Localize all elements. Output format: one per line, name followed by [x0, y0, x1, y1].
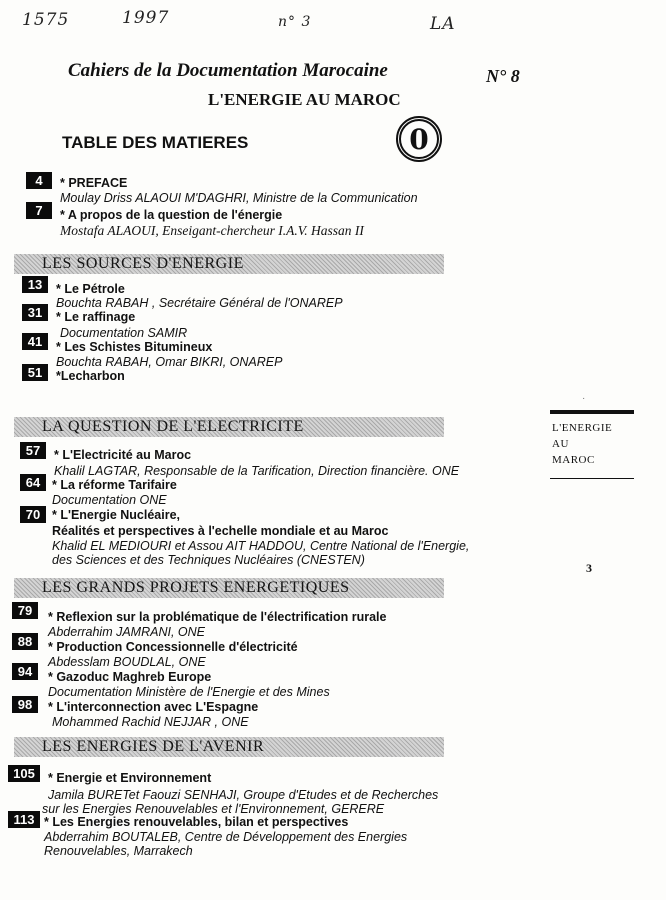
entry-author: Jamila BURETet Faouzi SENHAJI, Groupe d'Etudes et de Recherches	[48, 788, 439, 802]
entry-title: * Le raffinage	[56, 310, 136, 324]
entry-author: Renouvelables, Marrakech	[44, 844, 193, 858]
page-title: L'ENERGIE AU MAROC	[208, 90, 401, 109]
entry-author: Abdesslam BOUDLAL, ONE	[48, 655, 206, 669]
entry-author: Khalid EL MEDIOURI et Assou AIT HADDOU, Centre National de l'Energie,	[52, 539, 470, 553]
entry-title: * L'interconnection avec L'Espagne	[48, 700, 259, 714]
entry-author: Mohammed Rachid NEJJAR , ONE	[52, 715, 249, 729]
handwritten-issue: n° 3	[278, 14, 312, 30]
section-title: LES ENERGIES DE L'AVENIR	[42, 738, 265, 755]
sidebar-line: L'ENERGIE	[552, 422, 613, 434]
page-number-badge: 31	[22, 304, 48, 321]
entry-title: * Le Pétrole	[56, 282, 125, 296]
section-band	[14, 254, 444, 274]
section-band	[14, 417, 444, 437]
entry-title: * L'Electricité au Maroc	[54, 448, 192, 462]
entry-author: Abderrahim BOUTALEB, Centre de Développement des Energies	[44, 830, 408, 844]
stamp-mark: 0	[399, 119, 439, 159]
toc-heading: TABLE DES MATIERES	[62, 133, 249, 152]
section-title: LES SOURCES D'ENERGIE	[42, 255, 244, 272]
entry-title: * Gazoduc Maghreb Europe	[48, 670, 212, 684]
handwritten-code: 1575	[22, 10, 70, 30]
issue-number: N° 8	[486, 66, 520, 86]
entry-title: * L'Energie Nucléaire,	[52, 508, 181, 522]
page-number-badge: 51	[22, 364, 48, 381]
entry-subtitle: Réalités et perspectives à l'echelle mondiale et au Maroc	[52, 524, 389, 538]
entry-title: * Production Concessionnelle d'électricité	[48, 640, 298, 654]
entry-author: Moulay Driss ALAOUI M'DAGHRI, Ministre de la Communication	[60, 191, 418, 205]
scan-speck: ·	[582, 393, 586, 404]
entry-author: des Sciences et des Techniques Nucléaires (CNESTEN)	[52, 553, 365, 567]
entry-author: Documentation Ministère de l'Energie et des Mines	[48, 685, 330, 699]
entry-title: * Reflexion sur la problématique de l'électrification rurale	[48, 610, 387, 624]
page-number-badge: 7	[26, 202, 52, 219]
section-title: LES GRANDS PROJETS ENERGETIQUES	[42, 579, 350, 596]
entry-author: Documentation SAMIR	[60, 326, 188, 340]
page-number-badge: 88	[12, 633, 38, 650]
page-number-badge: 98	[12, 696, 38, 713]
page-number-badge: 13	[22, 276, 48, 293]
entry-author: sur les Energies Renouvelables et l'Environnement, GERERE	[42, 802, 385, 816]
page-number-badge: 4	[26, 172, 52, 189]
entry-title: * La réforme Tarifaire	[52, 478, 177, 492]
entry-author: Abderrahim JAMRANI, ONE	[48, 625, 205, 639]
handwritten-initials: LA	[430, 14, 456, 34]
entry-author: Mostafa ALAOUI, Enseigant-chercheur I.A.V. Hassan II	[60, 223, 364, 238]
entry-author: Bouchta RABAH, Omar BIKRI, ONAREP	[56, 355, 283, 369]
sidebar-line: MAROC	[552, 454, 595, 466]
section-band	[14, 737, 444, 757]
section-band	[14, 578, 444, 598]
page-number-badge: 64	[20, 474, 46, 491]
entry-author: Bouchta RABAH , Secrétaire Général de l'ONAREP	[56, 296, 343, 310]
entry-author: Documentation ONE	[52, 493, 167, 507]
section-title: LA QUESTION DE L'ELECTRICITE	[42, 418, 304, 435]
sidebar-line: AU	[552, 438, 569, 450]
page-number-badge: 113	[8, 811, 40, 828]
page-number-badge: 94	[12, 663, 38, 680]
entry-title: *Lecharbon	[56, 369, 125, 383]
page-number-badge: 105	[8, 765, 40, 782]
entry-author: Khalil LAGTAR, Responsable de la Tarification, Direction financière. ONE	[54, 464, 460, 478]
sidebar-rule-top	[550, 410, 634, 414]
circled-stamp	[396, 116, 442, 162]
entry-title: * Energie et Environnement	[48, 771, 212, 785]
entry-title: * A propos de la question de l'énergie	[60, 208, 283, 222]
page-number-badge: 79	[12, 602, 38, 619]
masthead-title: Cahiers de la Documentation Marocaine	[68, 60, 388, 81]
sidebar-rule-bottom	[550, 478, 634, 479]
page-number-badge: 41	[22, 333, 48, 350]
folio-number: 3	[586, 561, 593, 575]
entry-title: * PREFACE	[60, 176, 128, 190]
handwritten-year: 1997	[122, 8, 170, 28]
page-number-badge: 57	[20, 442, 46, 459]
page-number-badge: 70	[20, 506, 46, 523]
entry-title: * Les Schistes Bitumineux	[56, 340, 213, 354]
entry-title: * Les Energies renouvelables, bilan et perspectives	[44, 815, 349, 829]
